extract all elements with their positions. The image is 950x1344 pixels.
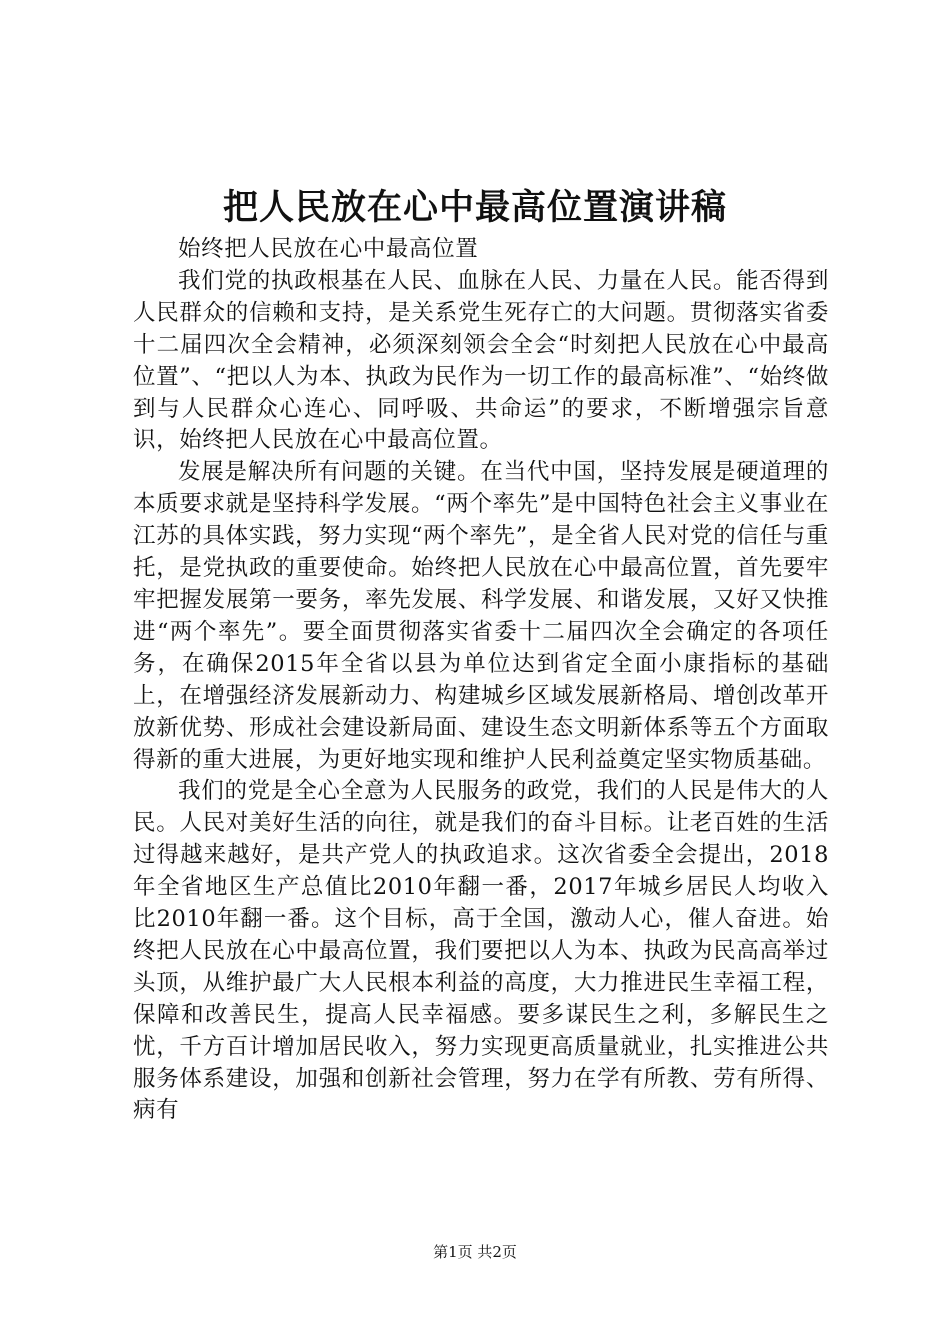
paragraph-1: 我们党的执政根基在人民、血脉在人民、力量在人民。能否得到人民群众的信赖和支持，是关系党生死存亡的大问题。贯彻落实省委十二届四次全会精神，必须深刻领会全会“时刻把人民放在心中最高位置”、“把以人为本、执政为民作为一切工作的最高标准”、“始终做到与人民群众心连心、同呼吸、共命运”的要求，不断增强宗旨意识，始终把人民放在心中最高位置。 [133,267,829,454]
page-footer: 第1页 共2页 [433,1243,517,1261]
paragraph-3: 我们的党是全心全意为人民服务的政党，我们的人民是伟大的人民。人民对美好生活的向往，就是我们的奋斗目标。让老百姓的生活过得越来越好，是共产党人的执政追求。这次省委全会提出，2018年全省地区生产总值比2010年翻一番，2017年城乡居民人均收入比2010年翻一番。这个目标，高于全国，激动人心，催人奋进。始终把人民放在心中最高位置，我们要把以人为本、执政为民高高举过头顶，从维护最广大人民根本利益的高度，大力推进民生幸福工程，保障和改善民生，提高人民幸福感。要多谋民生之利，多解民生之忧，千方百计增加居民收入，努力实现更高质量就业，扎实推进公共服务体系建设，加强和创新社会管理，努力在学有所教、劳有所得、病有 [133,778,829,1124]
paragraph-2: 发展是解决所有问题的关键。在当代中国，坚持发展是硬道理的本质要求就是坚持科学发展。“两个率先”是中国特色社会主义事业在江苏的具体实践，努力实现“两个率先”，是全省人民对党的信任与重托，是党执政的重要使命。始终把人民放在心中最高位置，首先要牢牢把握发展第一要务，率先发展、科学发展、和谐发展，又好又快推进“两个率先”。要全面贯彻落实省委十二届四次全会确定的各项任务，在确保2015年全省以县为单位达到省定全面小康指标的基础上，在增强经济发展新动力、构建城乡区域发展新格局、增创改革开放新优势、形成社会建设新局面、建设生态文明新体系等五个方面取得新的重大进展，为更好地实现和维护人民利益奠定坚实物质基础。 [133,459,829,773]
document-title: 把人民放在心中最高位置演讲稿 [222,187,727,228]
document-body [133,234,829,1127]
document-subtitle: 始终把人民放在心中最高位置 [178,236,479,262]
